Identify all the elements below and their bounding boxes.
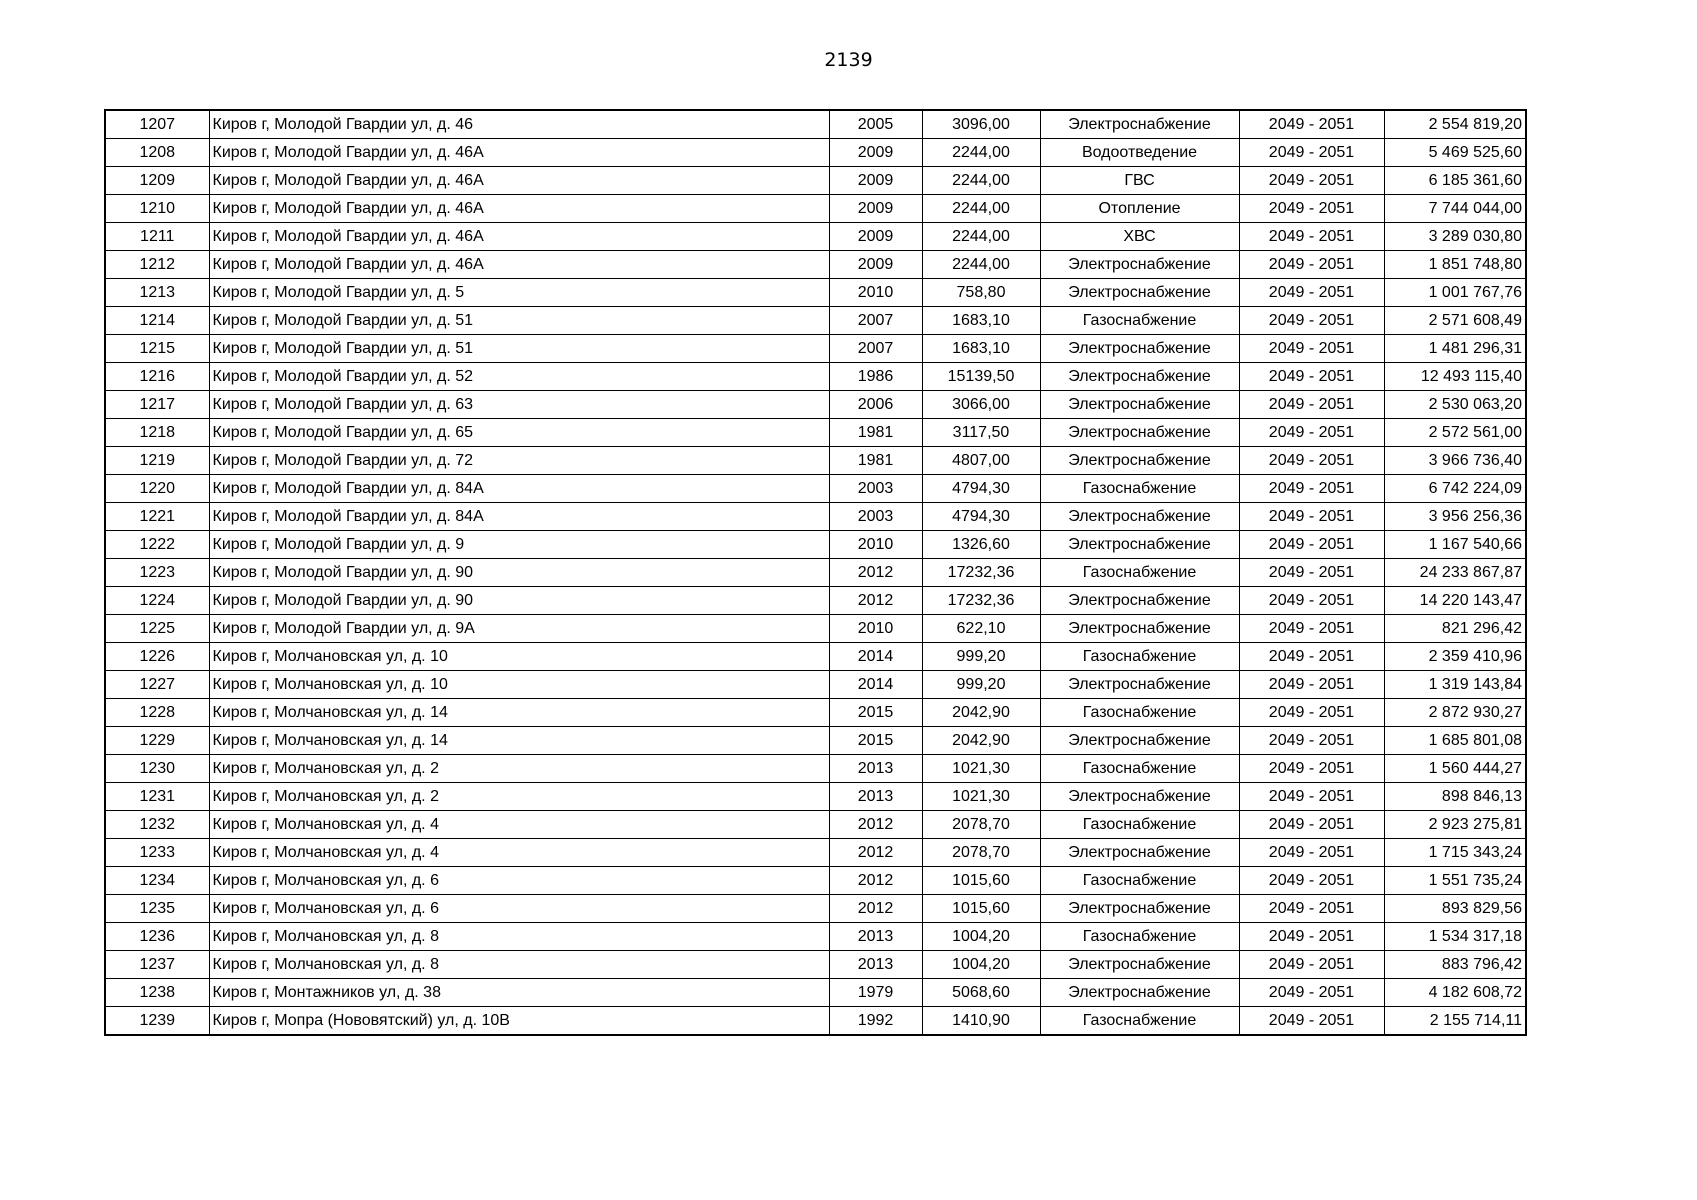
address-cell: Киров г, Молчановская ул, д. 8: [209, 951, 829, 979]
table-row: [105, 671, 1526, 699]
build-year-cell: 2005: [829, 110, 922, 139]
cost-cell: 2 554 819,20: [1384, 110, 1526, 139]
period-cell: 2049 - 2051: [1239, 279, 1384, 307]
cost-cell: 24 233 867,87: [1384, 559, 1526, 587]
area-cell: 2244,00: [922, 167, 1040, 195]
period-cell: 2049 - 2051: [1239, 587, 1384, 615]
table-row: [105, 195, 1526, 223]
cost-cell: 2 359 410,96: [1384, 643, 1526, 671]
build-year-cell: 2012: [829, 895, 922, 923]
period-cell: 2049 - 2051: [1239, 447, 1384, 475]
table-row: [105, 475, 1526, 503]
cost-cell: 2 923 275,81: [1384, 811, 1526, 839]
area-cell: 1004,20: [922, 951, 1040, 979]
table-row: [105, 139, 1526, 167]
area-cell: 758,80: [922, 279, 1040, 307]
period-cell: 2049 - 2051: [1239, 643, 1384, 671]
period-cell: 2049 - 2051: [1239, 699, 1384, 727]
cost-cell: 5 469 525,60: [1384, 139, 1526, 167]
cost-cell: 1 001 767,76: [1384, 279, 1526, 307]
build-year-cell: 2010: [829, 615, 922, 643]
build-year-cell: 2009: [829, 167, 922, 195]
address-cell: Киров г, Молчановская ул, д. 10: [209, 671, 829, 699]
row-number-cell: 1226: [105, 643, 209, 671]
build-year-cell: 2015: [829, 727, 922, 755]
build-year-cell: 2007: [829, 335, 922, 363]
address-cell: Киров г, Молодой Гвардии ул, д. 46А: [209, 167, 829, 195]
service-type-cell: Электроснабжение: [1040, 110, 1239, 139]
build-year-cell: 1981: [829, 447, 922, 475]
period-cell: 2049 - 2051: [1239, 839, 1384, 867]
cost-cell: 893 829,56: [1384, 895, 1526, 923]
period-cell: 2049 - 2051: [1239, 783, 1384, 811]
service-type-cell: ГВС: [1040, 167, 1239, 195]
build-year-cell: 1992: [829, 1007, 922, 1036]
row-number-cell: 1236: [105, 923, 209, 951]
build-year-cell: 1979: [829, 979, 922, 1007]
area-cell: 2042,90: [922, 727, 1040, 755]
row-number-cell: 1230: [105, 755, 209, 783]
address-cell: Киров г, Молчановская ул, д. 2: [209, 783, 829, 811]
row-number-cell: 1231: [105, 783, 209, 811]
cost-cell: 2 155 714,11: [1384, 1007, 1526, 1036]
registry-table: [104, 109, 1527, 1036]
period-cell: 2049 - 2051: [1239, 167, 1384, 195]
period-cell: 2049 - 2051: [1239, 671, 1384, 699]
row-number-cell: 1235: [105, 895, 209, 923]
address-cell: Киров г, Молодой Гвардии ул, д. 63: [209, 391, 829, 419]
period-cell: 2049 - 2051: [1239, 503, 1384, 531]
table-row: [105, 923, 1526, 951]
table-row: [105, 755, 1526, 783]
period-cell: 2049 - 2051: [1239, 951, 1384, 979]
build-year-cell: 2012: [829, 559, 922, 587]
period-cell: 2049 - 2051: [1239, 923, 1384, 951]
period-cell: 2049 - 2051: [1239, 110, 1384, 139]
row-number-cell: 1238: [105, 979, 209, 1007]
service-type-cell: Электроснабжение: [1040, 587, 1239, 615]
period-cell: 2049 - 2051: [1239, 475, 1384, 503]
build-year-cell: 2013: [829, 755, 922, 783]
service-type-cell: Электроснабжение: [1040, 895, 1239, 923]
service-type-cell: Газоснабжение: [1040, 699, 1239, 727]
period-cell: 2049 - 2051: [1239, 223, 1384, 251]
table-row: [105, 839, 1526, 867]
cost-cell: 2 530 063,20: [1384, 391, 1526, 419]
table-row: [105, 251, 1526, 279]
table-row: [105, 867, 1526, 895]
address-cell: Киров г, Молчановская ул, д. 2: [209, 755, 829, 783]
service-type-cell: Электроснабжение: [1040, 503, 1239, 531]
table-row: [105, 110, 1526, 139]
address-cell: Киров г, Молодой Гвардии ул, д. 72: [209, 447, 829, 475]
service-type-cell: Электроснабжение: [1040, 419, 1239, 447]
row-number-cell: 1225: [105, 615, 209, 643]
table-row: [105, 167, 1526, 195]
period-cell: 2049 - 2051: [1239, 895, 1384, 923]
cost-cell: 2 872 930,27: [1384, 699, 1526, 727]
row-number-cell: 1211: [105, 223, 209, 251]
service-type-cell: Электроснабжение: [1040, 979, 1239, 1007]
cost-cell: 3 289 030,80: [1384, 223, 1526, 251]
address-cell: Киров г, Молодой Гвардии ул, д. 46: [209, 110, 829, 139]
area-cell: 1683,10: [922, 307, 1040, 335]
cost-cell: 14 220 143,47: [1384, 587, 1526, 615]
table-row: [105, 335, 1526, 363]
table-row: [105, 363, 1526, 391]
build-year-cell: 2013: [829, 923, 922, 951]
period-cell: 2049 - 2051: [1239, 867, 1384, 895]
service-type-cell: Газоснабжение: [1040, 923, 1239, 951]
cost-cell: 1 715 343,24: [1384, 839, 1526, 867]
row-number-cell: 1229: [105, 727, 209, 755]
area-cell: 15139,50: [922, 363, 1040, 391]
address-cell: Киров г, Молчановская ул, д. 6: [209, 867, 829, 895]
period-cell: 2049 - 2051: [1239, 139, 1384, 167]
build-year-cell: 2003: [829, 503, 922, 531]
period-cell: 2049 - 2051: [1239, 391, 1384, 419]
cost-cell: 898 846,13: [1384, 783, 1526, 811]
service-type-cell: Электроснабжение: [1040, 615, 1239, 643]
address-cell: Киров г, Молодой Гвардии ул, д. 51: [209, 307, 829, 335]
row-number-cell: 1219: [105, 447, 209, 475]
address-cell: Киров г, Молодой Гвардии ул, д. 5: [209, 279, 829, 307]
row-number-cell: 1222: [105, 531, 209, 559]
service-type-cell: Газоснабжение: [1040, 475, 1239, 503]
build-year-cell: 2009: [829, 251, 922, 279]
cost-cell: 1 551 735,24: [1384, 867, 1526, 895]
build-year-cell: 2013: [829, 783, 922, 811]
area-cell: 3066,00: [922, 391, 1040, 419]
area-cell: 999,20: [922, 643, 1040, 671]
service-type-cell: Отопление: [1040, 195, 1239, 223]
service-type-cell: Электроснабжение: [1040, 839, 1239, 867]
address-cell: Киров г, Молчановская ул, д. 4: [209, 811, 829, 839]
address-cell: Киров г, Монтажников ул, д. 38: [209, 979, 829, 1007]
address-cell: Киров г, Молчановская ул, д. 8: [209, 923, 829, 951]
build-year-cell: 2010: [829, 531, 922, 559]
build-year-cell: 2007: [829, 307, 922, 335]
period-cell: 2049 - 2051: [1239, 419, 1384, 447]
row-number-cell: 1228: [105, 699, 209, 727]
cost-cell: 4 182 608,72: [1384, 979, 1526, 1007]
area-cell: 1021,30: [922, 783, 1040, 811]
row-number-cell: 1227: [105, 671, 209, 699]
area-cell: 1004,20: [922, 923, 1040, 951]
area-cell: 2244,00: [922, 223, 1040, 251]
period-cell: 2049 - 2051: [1239, 755, 1384, 783]
table-row: [105, 895, 1526, 923]
row-number-cell: 1215: [105, 335, 209, 363]
table-row: [105, 951, 1526, 979]
cost-cell: 3 956 256,36: [1384, 503, 1526, 531]
address-cell: Киров г, Молодой Гвардии ул, д. 46А: [209, 251, 829, 279]
row-number-cell: 1207: [105, 110, 209, 139]
table-row: [105, 811, 1526, 839]
cost-cell: 1 560 444,27: [1384, 755, 1526, 783]
period-cell: 2049 - 2051: [1239, 615, 1384, 643]
row-number-cell: 1208: [105, 139, 209, 167]
address-cell: Киров г, Молодой Гвардии ул, д. 84А: [209, 475, 829, 503]
address-cell: Киров г, Молодой Гвардии ул, д. 84А: [209, 503, 829, 531]
page-number: 2139: [824, 49, 873, 71]
build-year-cell: 2012: [829, 867, 922, 895]
period-cell: 2049 - 2051: [1239, 979, 1384, 1007]
service-type-cell: Электроснабжение: [1040, 727, 1239, 755]
period-cell: 2049 - 2051: [1239, 559, 1384, 587]
build-year-cell: 2009: [829, 223, 922, 251]
row-number-cell: 1221: [105, 503, 209, 531]
cost-cell: 1 851 748,80: [1384, 251, 1526, 279]
table-row: [105, 699, 1526, 727]
area-cell: 1015,60: [922, 895, 1040, 923]
service-type-cell: Электроснабжение: [1040, 335, 1239, 363]
service-type-cell: Электроснабжение: [1040, 671, 1239, 699]
address-cell: Киров г, Молодой Гвардии ул, д. 9А: [209, 615, 829, 643]
row-number-cell: 1224: [105, 587, 209, 615]
area-cell: 1015,60: [922, 867, 1040, 895]
build-year-cell: 2009: [829, 139, 922, 167]
area-cell: 2244,00: [922, 195, 1040, 223]
area-cell: 3117,50: [922, 419, 1040, 447]
address-cell: Киров г, Молодой Гвардии ул, д. 46А: [209, 223, 829, 251]
row-number-cell: 1220: [105, 475, 209, 503]
build-year-cell: 2006: [829, 391, 922, 419]
row-number-cell: 1233: [105, 839, 209, 867]
area-cell: 4794,30: [922, 475, 1040, 503]
build-year-cell: 1981: [829, 419, 922, 447]
registry-table-body: [105, 110, 1526, 1035]
service-type-cell: Электроснабжение: [1040, 251, 1239, 279]
table-row: [105, 643, 1526, 671]
build-year-cell: 2010: [829, 279, 922, 307]
table-row: [105, 979, 1526, 1007]
area-cell: 2078,70: [922, 811, 1040, 839]
address-cell: Киров г, Молодой Гвардии ул, д. 51: [209, 335, 829, 363]
period-cell: 2049 - 2051: [1239, 727, 1384, 755]
address-cell: Киров г, Молодой Гвардии ул, д. 46А: [209, 139, 829, 167]
table-row: [105, 783, 1526, 811]
service-type-cell: Газоснабжение: [1040, 307, 1239, 335]
cost-cell: 883 796,42: [1384, 951, 1526, 979]
area-cell: 1326,60: [922, 531, 1040, 559]
row-number-cell: 1218: [105, 419, 209, 447]
row-number-cell: 1216: [105, 363, 209, 391]
period-cell: 2049 - 2051: [1239, 307, 1384, 335]
area-cell: 17232,36: [922, 587, 1040, 615]
area-cell: 1683,10: [922, 335, 1040, 363]
cost-cell: 1 167 540,66: [1384, 531, 1526, 559]
area-cell: 17232,36: [922, 559, 1040, 587]
cost-cell: 1 481 296,31: [1384, 335, 1526, 363]
cost-cell: 1 685 801,08: [1384, 727, 1526, 755]
row-number-cell: 1212: [105, 251, 209, 279]
build-year-cell: 2014: [829, 643, 922, 671]
row-number-cell: 1209: [105, 167, 209, 195]
area-cell: 2244,00: [922, 251, 1040, 279]
area-cell: 1021,30: [922, 755, 1040, 783]
row-number-cell: 1210: [105, 195, 209, 223]
address-cell: Киров г, Молчановская ул, д. 10: [209, 643, 829, 671]
build-year-cell: 2009: [829, 195, 922, 223]
cost-cell: 6 742 224,09: [1384, 475, 1526, 503]
service-type-cell: Газоснабжение: [1040, 1007, 1239, 1036]
address-cell: Киров г, Мопра (Нововятский) ул, д. 10В: [209, 1007, 829, 1036]
cost-cell: 3 966 736,40: [1384, 447, 1526, 475]
table-row: [105, 419, 1526, 447]
service-type-cell: Газоснабжение: [1040, 559, 1239, 587]
table-row: [105, 223, 1526, 251]
address-cell: Киров г, Молчановская ул, д. 4: [209, 839, 829, 867]
table-row: [105, 307, 1526, 335]
build-year-cell: 1986: [829, 363, 922, 391]
table-row: [105, 391, 1526, 419]
service-type-cell: Электроснабжение: [1040, 363, 1239, 391]
area-cell: 4794,30: [922, 503, 1040, 531]
table-row: [105, 615, 1526, 643]
service-type-cell: Электроснабжение: [1040, 951, 1239, 979]
build-year-cell: 2003: [829, 475, 922, 503]
address-cell: Киров г, Молодой Гвардии ул, д. 46А: [209, 195, 829, 223]
address-cell: Киров г, Молчановская ул, д. 14: [209, 699, 829, 727]
build-year-cell: 2014: [829, 671, 922, 699]
service-type-cell: ХВС: [1040, 223, 1239, 251]
service-type-cell: Электроснабжение: [1040, 391, 1239, 419]
period-cell: 2049 - 2051: [1239, 251, 1384, 279]
build-year-cell: 2012: [829, 811, 922, 839]
row-number-cell: 1223: [105, 559, 209, 587]
table-row: [105, 279, 1526, 307]
table-row: [105, 1007, 1526, 1036]
table-row: [105, 559, 1526, 587]
address-cell: Киров г, Молодой Гвардии ул, д. 90: [209, 559, 829, 587]
area-cell: 3096,00: [922, 110, 1040, 139]
address-cell: Киров г, Молодой Гвардии ул, д. 65: [209, 419, 829, 447]
row-number-cell: 1214: [105, 307, 209, 335]
table-row: [105, 531, 1526, 559]
build-year-cell: 2015: [829, 699, 922, 727]
service-type-cell: Газоснабжение: [1040, 867, 1239, 895]
area-cell: 5068,60: [922, 979, 1040, 1007]
cost-cell: 2 572 561,00: [1384, 419, 1526, 447]
row-number-cell: 1234: [105, 867, 209, 895]
address-cell: Киров г, Молчановская ул, д. 14: [209, 727, 829, 755]
period-cell: 2049 - 2051: [1239, 1007, 1384, 1036]
cost-cell: 6 185 361,60: [1384, 167, 1526, 195]
area-cell: 1410,90: [922, 1007, 1040, 1036]
row-number-cell: 1213: [105, 279, 209, 307]
build-year-cell: 2012: [829, 587, 922, 615]
address-cell: Киров г, Молодой Гвардии ул, д. 9: [209, 531, 829, 559]
table-row: [105, 587, 1526, 615]
cost-cell: 1 319 143,84: [1384, 671, 1526, 699]
address-cell: Киров г, Молчановская ул, д. 6: [209, 895, 829, 923]
service-type-cell: Водоотведение: [1040, 139, 1239, 167]
cost-cell: 1 534 317,18: [1384, 923, 1526, 951]
area-cell: 2244,00: [922, 139, 1040, 167]
service-type-cell: Газоснабжение: [1040, 643, 1239, 671]
address-cell: Киров г, Молодой Гвардии ул, д. 52: [209, 363, 829, 391]
service-type-cell: Газоснабжение: [1040, 755, 1239, 783]
build-year-cell: 2013: [829, 951, 922, 979]
area-cell: 999,20: [922, 671, 1040, 699]
service-type-cell: Газоснабжение: [1040, 811, 1239, 839]
row-number-cell: 1239: [105, 1007, 209, 1036]
period-cell: 2049 - 2051: [1239, 195, 1384, 223]
address-cell: Киров г, Молодой Гвардии ул, д. 90: [209, 587, 829, 615]
period-cell: 2049 - 2051: [1239, 363, 1384, 391]
row-number-cell: 1237: [105, 951, 209, 979]
cost-cell: 12 493 115,40: [1384, 363, 1526, 391]
service-type-cell: Электроснабжение: [1040, 447, 1239, 475]
cost-cell: 7 744 044,00: [1384, 195, 1526, 223]
row-number-cell: 1232: [105, 811, 209, 839]
table-row: [105, 447, 1526, 475]
service-type-cell: Электроснабжение: [1040, 783, 1239, 811]
service-type-cell: Электроснабжение: [1040, 279, 1239, 307]
cost-cell: 821 296,42: [1384, 615, 1526, 643]
service-type-cell: Электроснабжение: [1040, 531, 1239, 559]
area-cell: 4807,00: [922, 447, 1040, 475]
build-year-cell: 2012: [829, 839, 922, 867]
period-cell: 2049 - 2051: [1239, 335, 1384, 363]
period-cell: 2049 - 2051: [1239, 811, 1384, 839]
table-row: [105, 727, 1526, 755]
row-number-cell: 1217: [105, 391, 209, 419]
cost-cell: 2 571 608,49: [1384, 307, 1526, 335]
period-cell: 2049 - 2051: [1239, 531, 1384, 559]
table-row: [105, 503, 1526, 531]
area-cell: 622,10: [922, 615, 1040, 643]
area-cell: 2078,70: [922, 839, 1040, 867]
area-cell: 2042,90: [922, 699, 1040, 727]
